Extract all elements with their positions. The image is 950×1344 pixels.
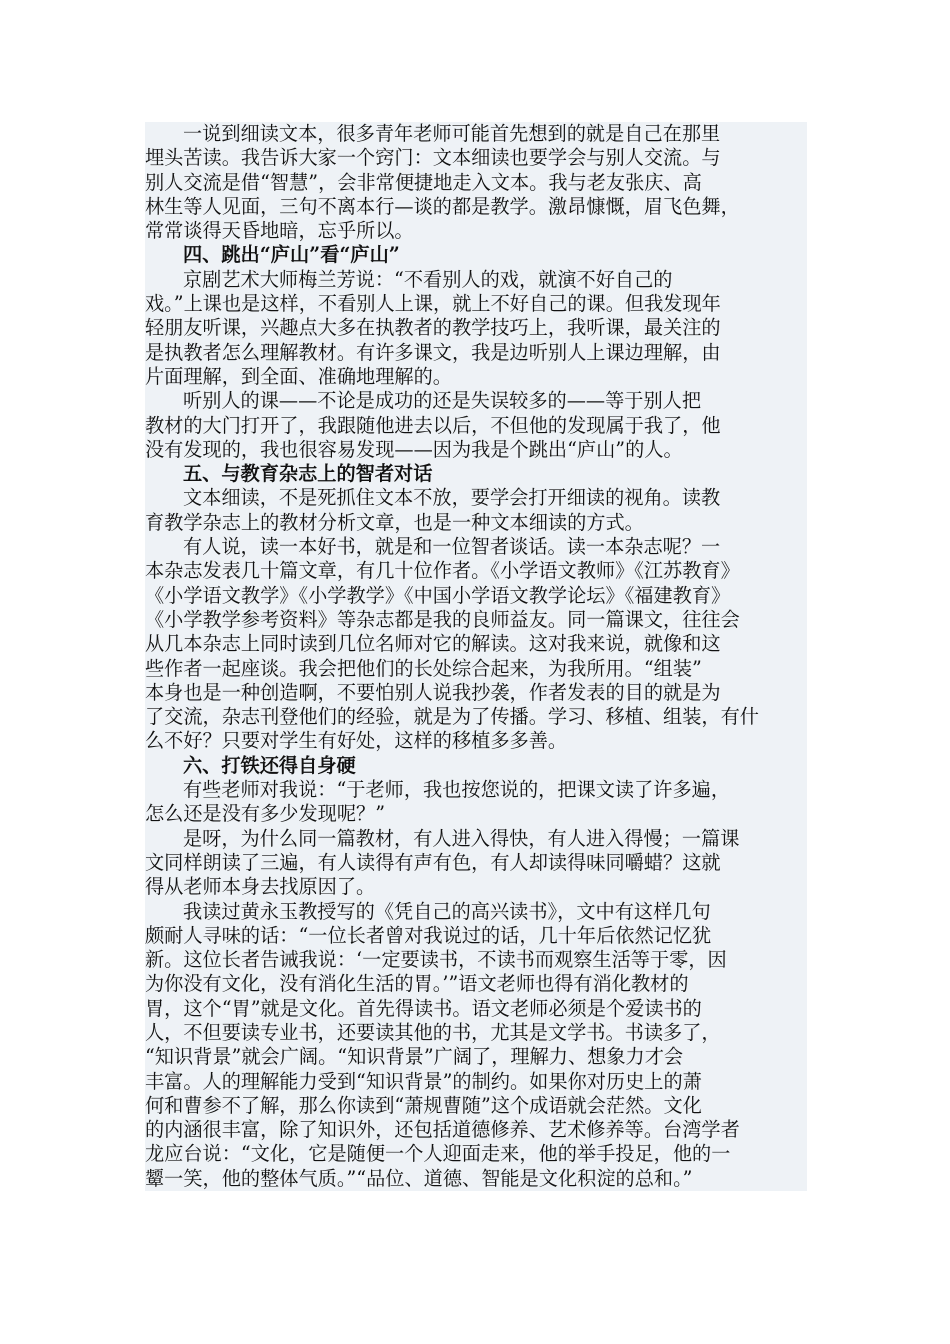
text-line: 《小学语文教学》《小学教学》《中国小学语文教学论坛》《福建教育》: [145, 584, 807, 608]
text-line: 怎么还是没有多少发现呢？”: [145, 802, 807, 826]
text-line: 的内涵很丰富，除了知识外，还包括道德修养、艺术修养等。台湾学者: [145, 1118, 807, 1142]
text-line: 么不好？只要对学生有好处，这样的移植多多善。: [145, 729, 807, 753]
text-line: 何和曹参不了解，那么你读到“萧规曹随”这个成语就会茫然。文化: [145, 1094, 807, 1118]
text-line: 龙应台说：“文化，它是随便一个人迎面走来，他的举手投足，他的一: [145, 1142, 807, 1166]
text-line: 没有发现的，我也很容易发现——因为我是个跳出“庐山”的人。: [145, 438, 807, 462]
text-line: 了交流，杂志刊登他们的经验，就是为了传播。学习、移植、组装，有什: [145, 705, 807, 729]
text-line: 林生等人见面，三句不离本行—谈的都是教学。激昂慷慨，眉飞色舞，: [145, 195, 807, 219]
text-line: 新。这位长者告诫我说：‘一定要读书，不读书而观察生活等于零，因: [145, 948, 807, 972]
text-line: 京剧艺术大师梅兰芳说：“不看别人的戏，就演不好自己的: [145, 268, 807, 292]
text-line: 本身也是一种创造啊，不要怕别人说我抄袭，作者发表的目的就是为: [145, 681, 807, 705]
text-line: 有些老师对我说：“于老师，我也按您说的，把课文读了许多遍，: [145, 778, 807, 802]
text-line: 丰富。人的理解能力受到“知识背景”的制约。如果你对历史上的萧: [145, 1070, 807, 1094]
text-line: 教材的大门打开了，我跟随他进去以后，不但他的发现属于我了，他: [145, 414, 807, 438]
text-line: 听别人的课——不论是成功的还是失误较多的——等于别人把: [145, 389, 807, 413]
text-line: 胃，这个“胃”就是文化。首先得读书。语文老师必须是个爱读书的: [145, 997, 807, 1021]
text-line: 文本细读，不是死抓住文本不放，要学会打开细读的视角。读教: [145, 486, 807, 510]
text-line: 别人交流是借“智慧”，会非常便捷地走入文本。我与老友张庆、高: [145, 171, 807, 195]
text-line: “知识背景”就会广阔。“知识背景”广阔了，理解力、想象力才会: [145, 1045, 807, 1069]
text-line: 一说到细读文本，很多青年老师可能首先想到的就是自己在那里: [145, 122, 807, 146]
text-line: 人，不但要读专业书，还要读其他的书，尤其是文学书。书读多了，: [145, 1021, 807, 1045]
text-line: 戏。”上课也是这样，不看别人上课，就上不好自己的课。但我发现年: [145, 292, 807, 316]
section-heading: 四、跳出“庐山”看“庐山”: [145, 243, 807, 267]
text-line: 常常谈得天昏地暗，忘乎所以。: [145, 219, 807, 243]
text-line: 是执教者怎么理解教材。有许多课文，我是边听别人上课边理解，由: [145, 341, 807, 365]
document-page: [145, 122, 807, 1191]
text-line: 有人说，读一本好书，就是和一位智者谈话。读一本杂志呢？一: [145, 535, 807, 559]
text-line: 从几本杂志上同时读到几位名师对它的解读。这对我来说，就像和这: [145, 632, 807, 656]
text-line: 片面理解，到全面、准确地理解的。: [145, 365, 807, 389]
text-line: 文同样朗读了三遍，有人读得有声有色，有人却读得味同嚼蜡？这就: [145, 851, 807, 875]
text-line: 轻朋友听课，兴趣点大多在执教者的教学技巧上，我听课，最关注的: [145, 316, 807, 340]
text-line: 颦一笑，他的整体气质。”“品位、道德、智能是文化积淀的总和。”: [145, 1167, 807, 1191]
text-line: 育教学杂志上的教材分析文章，也是一种文本细读的方式。: [145, 511, 807, 535]
section-heading: 五、与教育杂志上的智者对话: [145, 462, 807, 486]
text-line: 本杂志发表几十篇文章，有几十位作者。《小学语文教师》《江苏教育》: [145, 559, 807, 583]
text-line: 得从老师本身去找原因了。: [145, 875, 807, 899]
text-line: 是呀，为什么同一篇教材，有人进入得快，有人进入得慢；一篇课: [145, 827, 807, 851]
section-heading: 六、打铁还得自身硬: [145, 754, 807, 778]
text-line: 颇耐人寻味的话：“一位长者曾对我说过的话，几十年后依然记忆犹: [145, 924, 807, 948]
text-line: 埋头苦读。我告诉大家一个窍门：文本细读也要学会与别人交流。与: [145, 146, 807, 170]
text-line: 我读过黄永玉教授写的《凭自己的高兴读书》，文中有这样几句: [145, 900, 807, 924]
text-line: 《小学教学参考资料》等杂志都是我的良师益友。同一篇课文，往往会: [145, 608, 807, 632]
text-line: 为你没有文化，没有消化生活的胃。’”语文老师也得有消化教材的: [145, 972, 807, 996]
text-line: 些作者一起座谈。我会把他们的长处综合起来，为我所用。“组装”: [145, 657, 807, 681]
